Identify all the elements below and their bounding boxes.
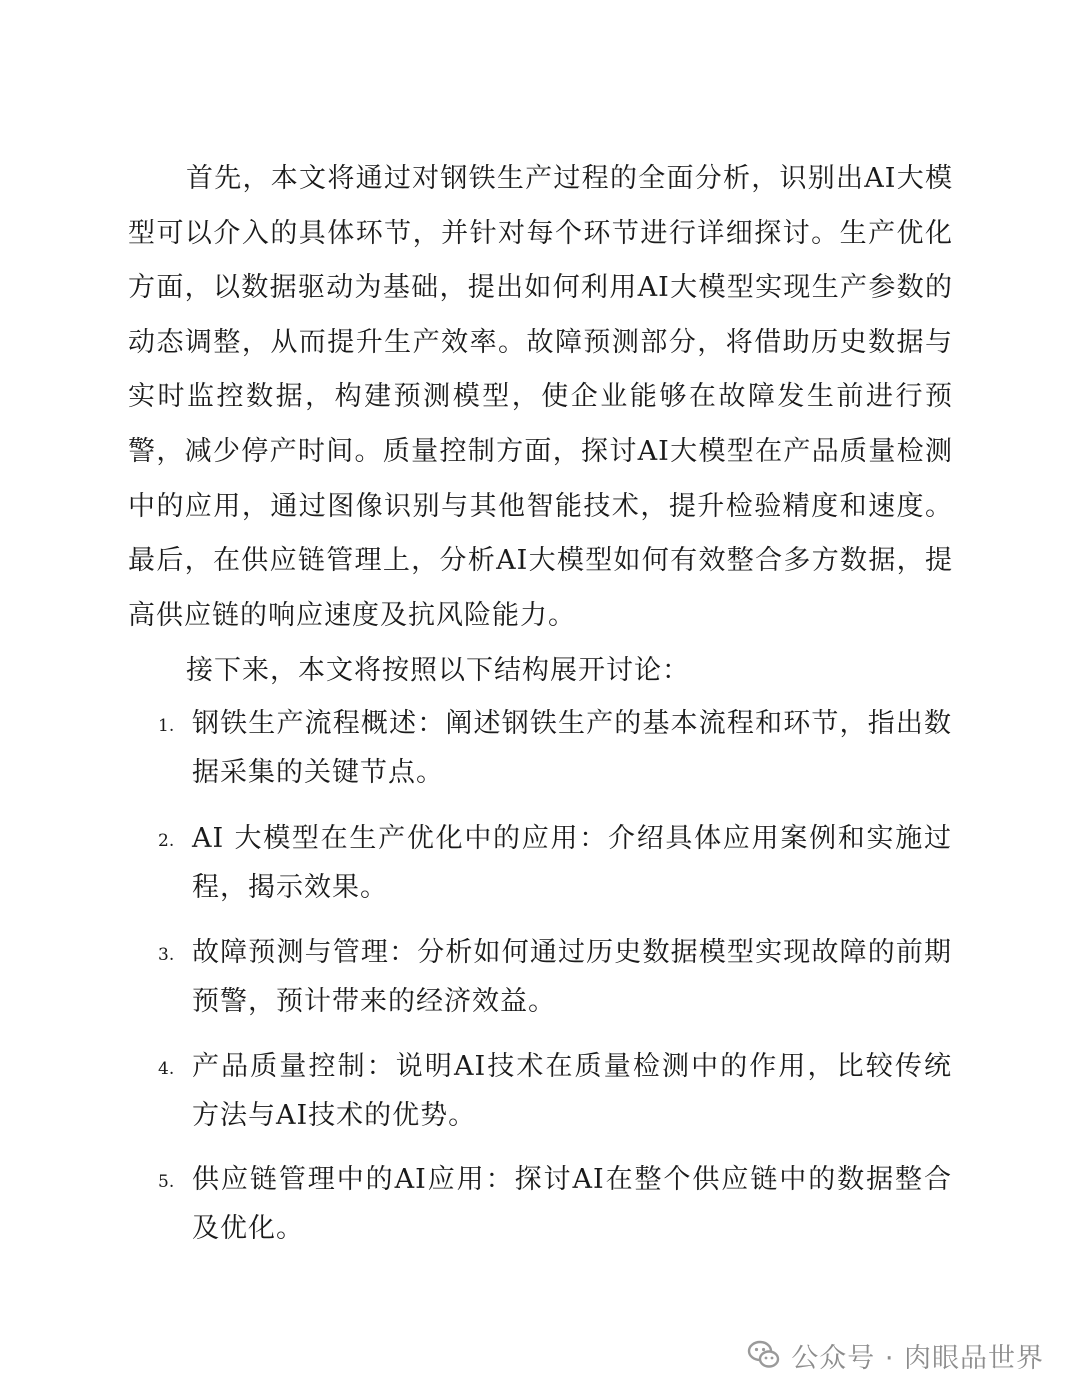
list-item-text: 故障预测与管理：分析如何通过历史数据模型实现故障的前期预警，预计带来的经济效益。 (192, 937, 952, 1017)
list-item-text: 供应链管理中的AI应用：探讨AI在整个供应链中的数据整合及优化。 (192, 1164, 952, 1244)
structure-lead-sentence: 接下来，本文将按照以下结构展开讨论： (186, 655, 690, 686)
wechat-icon (747, 1338, 781, 1372)
list-item-text: 钢铁生产流程概述：阐述钢铁生产的基本流程和环节，指出数据采集的关键节点。 (192, 708, 952, 788)
list-item-number: 4. (158, 1059, 175, 1079)
list-item-text: 产品质量控制：说明AI技术在质量检测中的作用，比较传统方法与AI技术的优势。 (192, 1051, 952, 1131)
list-item-number: 1. (158, 716, 175, 736)
list-item-number: 3. (158, 945, 175, 965)
list-item-number: 2. (158, 831, 175, 851)
account-watermark (747, 1333, 1044, 1377)
list-item-text: AI 大模型在生产优化中的应用：介绍具体应用案例和实施过程，揭示效果。 (192, 823, 952, 903)
intro-paragraph: 首先，本文将通过对钢铁生产过程的全面分析，识别出AI大模型可以介入的具体环节，并针对每个环节进行详细探讨。生产优化方面，以数据驱动为基础，提出如何利用AI大模型实现生产参数的动态调整，从而提升生产效率。故障预测部分，将借助历史数据与实时监控数据，构建预测模型，使企业能够在故障发生前进行预警，减少停产时间。质量控制方面，探讨AI大模型在产品质量检测中的应用，通过图像识别与其他智能技术，提升检验精度和速度。最后，在供应链管理上，分析AI大模型如何有效整合多方数据，提高供应链的响应速度及抗风险能力。 (128, 163, 953, 631)
list-item-number: 5. (158, 1172, 175, 1192)
account-name: 公众号 · 肉眼品世界 (791, 1342, 1044, 1374)
